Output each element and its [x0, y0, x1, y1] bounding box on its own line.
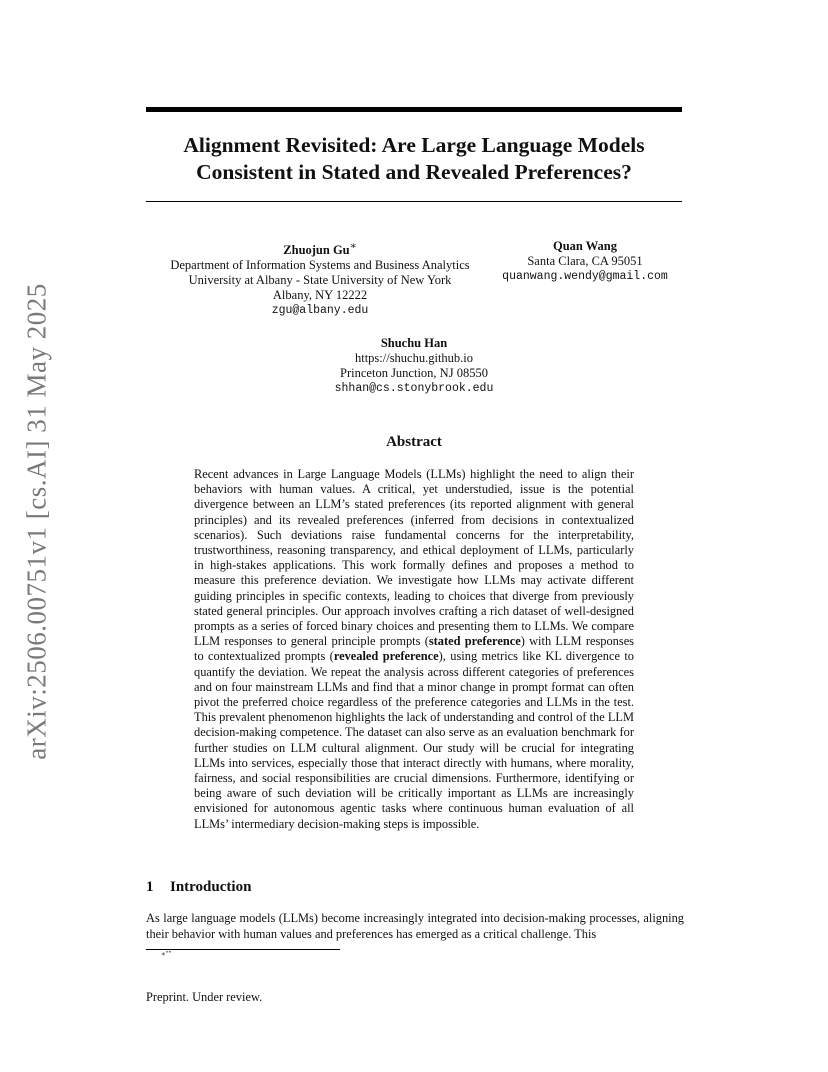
- author-email: zgu@albany.edu: [271, 304, 369, 318]
- abstract-text: ) with LLM responses to contextualized prompts (: [194, 634, 635, 664]
- author-block-3: [314, 336, 514, 396]
- footnote-rule: [146, 949, 340, 950]
- author-affiliation: Princeton Junction, NJ 08550: [340, 366, 488, 380]
- author-affiliation: Department of Information Systems and Business Analytics: [170, 258, 470, 273]
- paper-title: [146, 132, 682, 186]
- author-affiliation: University at Albany - State University of New York: [188, 273, 452, 288]
- author-block-1: [150, 239, 490, 318]
- author-name: Quan Wang: [552, 239, 618, 253]
- title-line-1: Alignment Revisited: Are Large Language Models: [183, 133, 645, 157]
- author-footnote-mark: ∗: [349, 241, 357, 252]
- abstract-bold-term: revealed preference: [333, 649, 439, 664]
- section-body: As large language models (LLMs) become increasingly integrated into decision-making processes, aligning their behavior with human values and preferences has emerged as a critical challenge. This: [146, 911, 684, 941]
- page-footer: Preprint. Under review.: [146, 990, 263, 1004]
- top-rule: [146, 107, 682, 112]
- author-homepage: https://shuchu.github.io: [354, 351, 474, 365]
- author-name: Zhuojun Gu: [283, 243, 350, 258]
- abstract-heading: Abstract: [386, 434, 442, 450]
- arxiv-sidebar: [14, 270, 60, 772]
- author-affiliation: Santa Clara, CA 95051: [527, 254, 643, 268]
- abstract-text: Recent advances in Large Language Models (LLMs) highlight the need to align their behaviors with human values. A critical, yet understudied, issue is the potential divergence between an LLM’s stated preferences (its reported alignment with general principles) and its revealed preferences (inferred from decisions in contextualized scenarios). Such deviations raise fundamental concerns for the interpretability, trustworthiness, reasoning transparency, and ethical deployment of LLMs, particularly in high-stakes applications. This work formally defines and proposes a method to measure this preference deviation. We investigate how LLMs may activate different guiding principles in specific contexts, leading to choices that diverge from previously stated general principles. Our approach involves crafting a rich dataset of well-designed prompts as a series of forced binary choices and presenting them to LLMs. We compare LLM responses to general principle prompts (: [194, 467, 634, 649]
- title-line-2: Consistent in Stated and Revealed Preferences?: [196, 160, 632, 184]
- author-block-2: [492, 239, 678, 284]
- footnote-text: ∗"": [161, 950, 172, 958]
- author-affiliation: Albany, NY 12222: [272, 288, 368, 303]
- author-name: Shuchu Han: [380, 336, 448, 350]
- author-email: shhan@cs.stonybrook.edu: [334, 382, 494, 395]
- abstract-body: [194, 467, 634, 832]
- section-title: Introduction: [170, 879, 252, 895]
- section-heading: [146, 879, 251, 896]
- section-number: 1: [146, 879, 154, 895]
- arxiv-identifier: arXiv:2506.00751v1 [cs.AI] 31 May 2025: [21, 282, 52, 760]
- author-email: quanwang.wendy@gmail.com: [502, 270, 668, 283]
- abstract-bold-term: stated preference: [428, 634, 521, 649]
- title-bottom-rule: [146, 201, 682, 202]
- abstract-text: ), using metrics like KL divergence to quantify the deviation. We repeat the analysis across different categories of preferences and on four mainstream LLMs and find that a minor change in prompt format can often pivot the preferred choice regardless of the preference categories and LLMs in the test. This prevalent phenomenon highlights the lack of understanding and control of the LLM decision-making competence. The dataset can also serve as an evaluation benchmark for further studies on LLM cultural alignment. Our study will be crucial for integrating LLMs into services, especially those that interact directly with humans, where morality, fairness, and social responsibilities are crucial dimensions. Furthermore, identifying or being aware of such deviation will be critically important as LLMs are increasingly envisioned for autonomous agentic tasks where continuous human evaluation of all LLMs’ intermediary decision-making steps is impossible.: [194, 649, 634, 831]
